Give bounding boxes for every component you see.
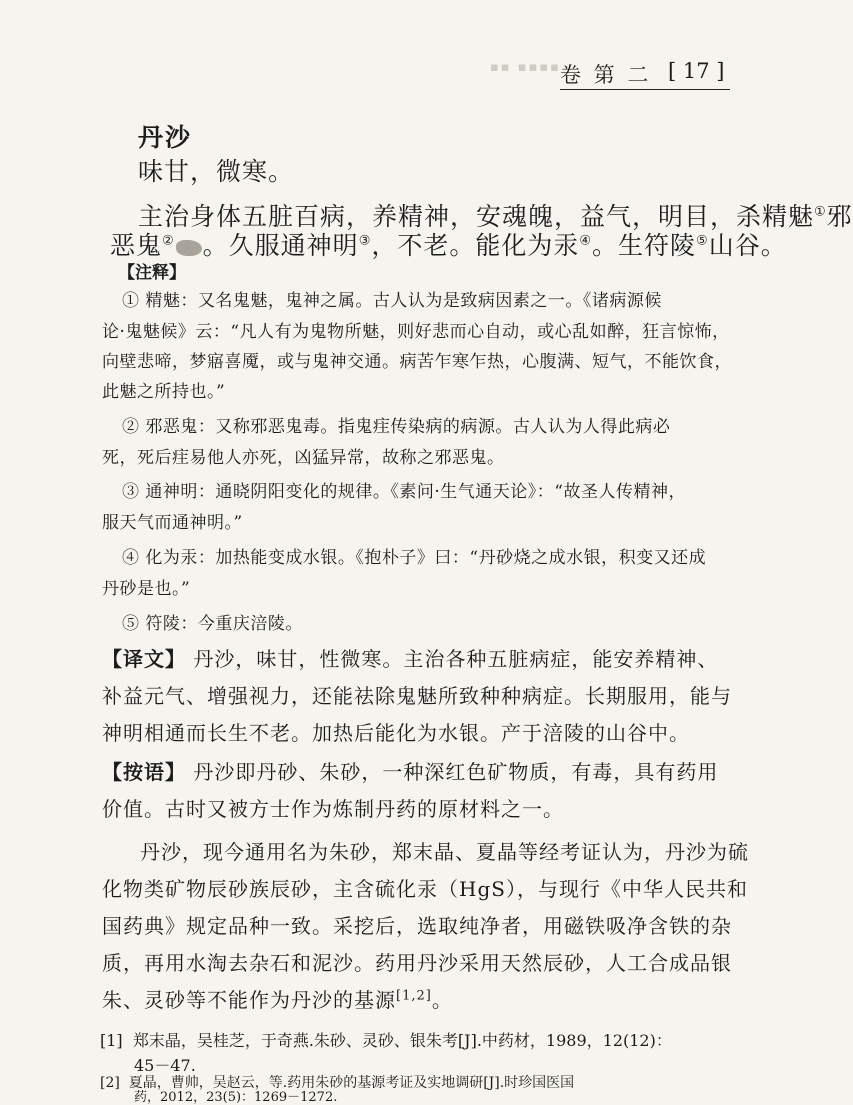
entry-title: 丹沙 bbox=[138, 123, 193, 152]
note-marker: ④ bbox=[579, 233, 593, 249]
note-line: 死，死后疰易他人亦死，凶猛异常，故称之邪恶鬼。 bbox=[102, 448, 505, 468]
remarks-line: 朱、灵砂等不能作为丹沙的基源[1,2]。 bbox=[102, 988, 453, 1012]
chapter-label: 卷 第 二 bbox=[560, 63, 652, 87]
translation-line: 神明相通而长生不老。加热后能化为水银。产于涪陵的山谷中。 bbox=[102, 721, 690, 745]
note-line: 论·鬼魅候》云：“凡人有为鬼物所魅，则好悲而心自动，或心乱如醉，狂言惊怖， bbox=[102, 322, 730, 342]
note-line: 向壁悲啼，梦寤喜魇，或与鬼神交通。病苦乍寒乍热，心腹满、短气，不能饮食， bbox=[102, 352, 732, 372]
note-line: ④ 化为汞：加热能变成水银。《抱朴子》曰：“丹砂烧之成水银，积变又还成 bbox=[122, 548, 707, 568]
note-marker: ⑤ bbox=[696, 233, 709, 249]
reference-entry: [2] 夏晶，曹帅，吴赵云，等.药用朱砂的基源考证及实地调研[J].时珍国医国 bbox=[100, 1075, 575, 1091]
remarks-line: 化物类矿物辰砂族辰砂，主含硫化汞（HgS），与现行《中华人民共和 bbox=[102, 877, 748, 901]
translation-tag: 【译文】 bbox=[102, 647, 186, 671]
note-line: ③ 通神明：通晓阴阳变化的规律。《素问·生气通天论》：“故圣人传精神， bbox=[122, 482, 686, 502]
note-line: ② 邪恶鬼：又称邪恶鬼毒。指鬼疰传染病的病源。古人认为人得此病必 bbox=[122, 417, 671, 437]
notes-heading: 【注释】 bbox=[118, 263, 186, 283]
note-line: 服天气而通神明。” bbox=[102, 513, 243, 533]
remarks-line: 【按语】 丹沙即丹砂、朱砂，一种深红色矿物质，有毒，具有药用 bbox=[102, 760, 719, 784]
remarks-line: 国药典》规定品种一致。采挖后，选取纯净者，用磁铁吸净含铁的杂 bbox=[102, 914, 732, 938]
reference-continuation: 药，2012，23(5)：1269－1272. bbox=[134, 1090, 338, 1105]
header-rule bbox=[560, 89, 730, 90]
note-line: ① 精魅：又名鬼魅，鬼神之属。古人认为是致病因素之一。《诸病源候 bbox=[122, 291, 662, 311]
classic-line-2: 主治身体五脏百病，养精神，安魂魄，益气，明目，杀精魅①邪 bbox=[138, 202, 853, 231]
classic-line-3: 恶鬼② 。久服通神明③，不老。能化为汞④。生符陵⑤山谷。 bbox=[110, 231, 787, 260]
page-number: [ 17 ] bbox=[668, 59, 725, 83]
translation-line: 补益元气、增强视力，还能祛除鬼魅所致种种病症。长期服用，能与 bbox=[102, 684, 732, 708]
remarks-line: 质，再用水淘去杂石和泥沙。药用丹沙采用天然辰砂，人工合成品银 bbox=[102, 951, 732, 975]
bleed-through-text: ▪▪ ▪▪▪▪ bbox=[490, 60, 561, 75]
ink-stain bbox=[176, 240, 202, 256]
note-marker: ② bbox=[162, 233, 175, 249]
running-header bbox=[560, 56, 730, 86]
remarks-line: 丹沙，现今通用名为朱砂，郑末晶、夏晶等经考证认为，丹沙为硫 bbox=[140, 840, 749, 864]
note-line: 此魅之所持也。” bbox=[102, 382, 226, 402]
note-marker: ③ bbox=[358, 233, 372, 249]
note-line: ⑤ 符陵：今重庆涪陵。 bbox=[122, 614, 303, 634]
reference-entry: [1] 郑末晶，吴桂芝，于奇燕.朱砂、灵砂、银朱考[J].中药材，1989，12(12)： bbox=[100, 1031, 672, 1050]
remarks-line: 价值。古时又被方士作为炼制丹药的原材料之一。 bbox=[102, 797, 564, 821]
note-marker: ① bbox=[814, 204, 827, 220]
reference-number: [1] bbox=[100, 1031, 123, 1050]
remarks-tag: 【按语】 bbox=[102, 760, 186, 784]
classic-line-1: 味甘，微寒。 bbox=[138, 157, 295, 186]
note-line: 丹砂是也。” bbox=[102, 579, 191, 599]
citation-marker: [1,2] bbox=[396, 988, 432, 1004]
translation-line: 【译文】 丹沙，味甘，性微寒。主治各种五脏病症，能安养精神、 bbox=[102, 647, 719, 671]
reference-number: [2] bbox=[100, 1075, 120, 1091]
reference-continuation: 45－47. bbox=[134, 1056, 196, 1075]
